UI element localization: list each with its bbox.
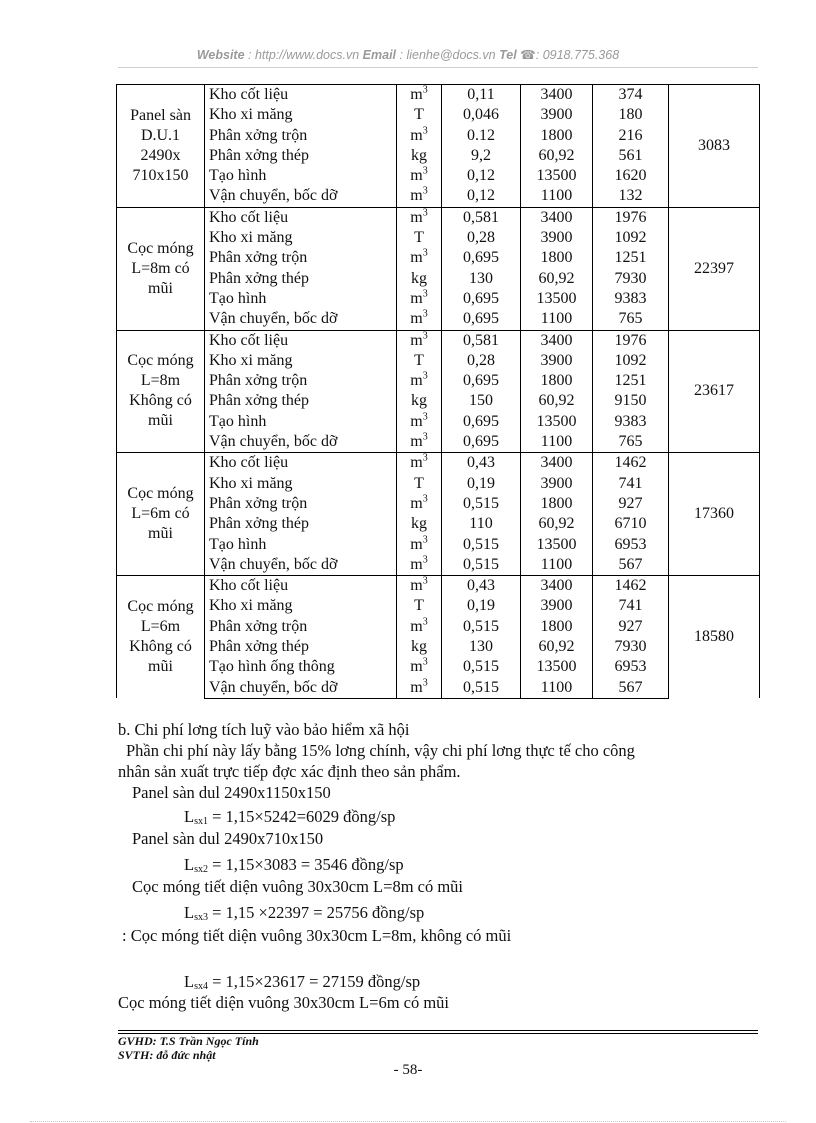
unit-exponent: 3 xyxy=(422,370,428,382)
quantity-cell: 0,046 xyxy=(442,105,521,125)
paragraph-line: Phần chi phí này lấy bằng 15% lơng chính, vậy chi phí lơng thực tế cho công xyxy=(126,741,635,760)
quantity-cell: 0,19 xyxy=(442,474,521,494)
section-heading: b. Chi phí lơng tích luỹ vào bảo hiểm xã hội xyxy=(118,720,410,739)
table-row xyxy=(117,186,760,207)
unit-price-cell: 1100 xyxy=(521,432,593,453)
quantity-cell: 0,19 xyxy=(442,596,521,616)
product-name-cell: Cọc móng L=8m có mũi xyxy=(117,207,205,330)
table-row xyxy=(117,596,760,616)
unit-text: m xyxy=(410,577,423,595)
unit-text: T xyxy=(414,474,424,492)
item-title: Panel sàn dul 2490x1150x150 xyxy=(132,783,331,802)
table-row xyxy=(117,85,760,106)
page-number: - 58- xyxy=(393,1062,423,1078)
unit-cell xyxy=(397,514,442,534)
unit-exponent: 3 xyxy=(422,575,428,587)
unit-text: m xyxy=(410,494,423,512)
unit-cell xyxy=(397,85,442,106)
cost-cell: 1251 xyxy=(593,248,669,268)
unit-price-cell: 3400 xyxy=(521,85,593,106)
quantity-cell: 0,12 xyxy=(442,166,521,186)
table-row xyxy=(117,351,760,371)
cost-cell: 7930 xyxy=(593,637,669,657)
group-total-cell: 22397 xyxy=(669,207,760,330)
product-name-cell: Cọc móng L=6m có mũi xyxy=(117,453,205,576)
unit-price-cell: 3400 xyxy=(521,453,593,474)
cost-cell: 765 xyxy=(593,309,669,330)
work-item-cell: Kho xi măng xyxy=(205,474,397,494)
quantity-cell: 0,695 xyxy=(442,412,521,432)
unit-price-cell: 1800 xyxy=(521,371,593,391)
cost-cell: 1620 xyxy=(593,166,669,186)
unit-cell xyxy=(397,289,442,309)
unit-exponent: 3 xyxy=(422,84,428,96)
table-row xyxy=(117,166,760,186)
cost-cell: 567 xyxy=(593,555,669,576)
quantity-cell: 110 xyxy=(442,514,521,534)
work-item-cell: Phân xởng trộn xyxy=(205,248,397,268)
unit-cell xyxy=(397,126,442,146)
unit-price-cell: 13500 xyxy=(521,412,593,432)
work-item-cell: Phân xởng trộn xyxy=(205,494,397,514)
item-title: Cọc móng tiết diện vuông 30x30cm L=6m có mũi xyxy=(118,993,450,1012)
unit-exponent: 3 xyxy=(422,453,428,465)
work-item-cell: Phân xởng trộn xyxy=(205,126,397,146)
unit-text: kg xyxy=(411,515,427,533)
unit-cell xyxy=(397,535,442,555)
table-row xyxy=(117,289,760,309)
unit-text: kg xyxy=(411,638,427,656)
page-bottom-border xyxy=(30,1121,786,1122)
table-row xyxy=(117,432,760,453)
unit-cell xyxy=(397,453,442,474)
formula-subscript: sx2 xyxy=(194,864,208,875)
email-address[interactable]: : lienhe@docs.vn xyxy=(399,48,496,62)
work-item-cell: Kho xi măng xyxy=(205,596,397,616)
unit-price-cell: 60,92 xyxy=(521,146,593,166)
table-row xyxy=(117,637,760,657)
quantity-cell: 0,581 xyxy=(442,207,521,228)
quantity-cell: 0,515 xyxy=(442,678,521,699)
table-row xyxy=(117,453,760,474)
footer-divider xyxy=(118,1030,758,1031)
cost-cell: 741 xyxy=(593,474,669,494)
item-title: : Cọc móng tiết diện vuông 30x30cm L=8m, không có mũi xyxy=(122,926,512,945)
work-item-cell: Kho xi măng xyxy=(205,105,397,125)
unit-cell xyxy=(397,186,442,207)
cost-cell: 561 xyxy=(593,146,669,166)
unit-cell xyxy=(397,596,442,616)
work-item-cell: Vận chuyển, bốc dỡ xyxy=(205,432,397,453)
cost-cell: 1092 xyxy=(593,228,669,248)
table-row xyxy=(117,330,760,351)
table-row xyxy=(117,248,760,268)
item-title: Panel sàn dul 2490x710x150 xyxy=(132,829,324,848)
table-row xyxy=(117,269,760,289)
cost-cell: 1462 xyxy=(593,576,669,597)
unit-text: m xyxy=(410,86,423,103)
table-row xyxy=(117,146,760,166)
website-label: Website xyxy=(196,48,245,62)
product-name-cell: Cọc móng L=8m Không có mũi xyxy=(117,330,205,453)
formula-subscript: sx3 xyxy=(194,912,208,923)
work-item-cell: Kho cốt liệu xyxy=(205,576,397,597)
unit-text: m xyxy=(410,187,423,205)
tel-label: Tel xyxy=(499,48,517,62)
quantity-cell: 0.12 xyxy=(442,126,521,146)
unit-text: m xyxy=(410,433,423,451)
cost-cell: 741 xyxy=(593,596,669,616)
unit-text: m xyxy=(410,658,423,676)
work-item-cell: Kho cốt liệu xyxy=(205,207,397,228)
unit-text: T xyxy=(414,351,424,369)
quantity-cell: 9,2 xyxy=(442,146,521,166)
quantity-cell: 0,28 xyxy=(442,351,521,371)
cost-cell: 927 xyxy=(593,617,669,637)
unit-price-cell: 1800 xyxy=(521,126,593,146)
unit-cell xyxy=(397,576,442,597)
formula-subscript: sx1 xyxy=(194,816,208,827)
work-item-cell: Tạo hình xyxy=(205,535,397,555)
quantity-cell: 0,695 xyxy=(442,432,521,453)
quantity-cell: 0,515 xyxy=(442,617,521,637)
work-item-cell: Vận chuyển, bốc dỡ xyxy=(205,186,397,207)
advisor-name: GVHD: T.S Trần Ngọc Tính xyxy=(118,1034,259,1048)
unit-text: m xyxy=(410,310,423,328)
formula-symbol: L xyxy=(184,972,195,991)
unit-exponent: 3 xyxy=(422,248,428,260)
unit-text: m xyxy=(410,126,423,144)
table-row xyxy=(117,494,760,514)
unit-cell xyxy=(397,351,442,371)
work-item-cell: Vận chuyển, bốc dỡ xyxy=(205,555,397,576)
cost-cell: 765 xyxy=(593,432,669,453)
work-item-cell: Vận chuyển, bốc dỡ xyxy=(205,678,397,699)
work-item-cell: Tạo hình xyxy=(205,412,397,432)
formula-symbol: L xyxy=(184,855,195,874)
quantity-cell: 0,515 xyxy=(442,494,521,514)
unit-cell xyxy=(397,330,442,351)
cost-cell: 9383 xyxy=(593,289,669,309)
unit-cell xyxy=(397,637,442,657)
unit-cell xyxy=(397,207,442,228)
unit-cell xyxy=(397,146,442,166)
table-row xyxy=(117,207,760,228)
unit-cell xyxy=(397,309,442,330)
unit-price-cell: 3400 xyxy=(521,330,593,351)
unit-cell xyxy=(397,474,442,494)
unit-price-cell: 13500 xyxy=(521,166,593,186)
website-url[interactable]: : http://www.docs.vn xyxy=(248,48,360,62)
table-row xyxy=(117,576,760,597)
quantity-cell: 130 xyxy=(442,637,521,657)
cost-cell: 927 xyxy=(593,494,669,514)
paragraph-line: nhân sản xuất trực tiếp đợc xác định theo sản phẩm. xyxy=(118,762,461,781)
table-row xyxy=(117,535,760,555)
unit-cell xyxy=(397,555,442,576)
unit-exponent: 3 xyxy=(422,308,428,320)
cost-cell: 374 xyxy=(593,85,669,106)
work-item-cell: Phân xởng thép xyxy=(205,146,397,166)
formula-expression: = 1,15×5242=6029 đồng/sp xyxy=(208,807,396,826)
work-item-cell: Phân xởng thép xyxy=(205,637,397,657)
unit-exponent: 3 xyxy=(422,288,428,300)
unit-price-cell: 60,92 xyxy=(521,391,593,411)
unit-price-cell: 13500 xyxy=(521,657,593,677)
unit-price-cell: 1100 xyxy=(521,678,593,699)
page-header xyxy=(0,47,816,62)
unit-price-cell: 3400 xyxy=(521,207,593,228)
quantity-cell: 0,515 xyxy=(442,555,521,576)
cost-cell: 6710 xyxy=(593,514,669,534)
cost-cell: 132 xyxy=(593,186,669,207)
formula-expression: = 1,15 ×22397 = 25756 đồng/sp xyxy=(208,903,425,922)
table-row xyxy=(117,371,760,391)
unit-exponent: 3 xyxy=(422,554,428,566)
unit-text: kg xyxy=(411,269,427,287)
quantity-cell: 150 xyxy=(442,391,521,411)
unit-price-cell: 1800 xyxy=(521,494,593,514)
quantity-cell: 0,695 xyxy=(442,371,521,391)
unit-price-cell: 60,92 xyxy=(521,514,593,534)
unit-cell xyxy=(397,494,442,514)
work-item-cell: Kho xi măng xyxy=(205,351,397,371)
unit-text: m xyxy=(410,372,423,390)
unit-exponent: 3 xyxy=(422,534,428,546)
email-label: Email xyxy=(362,48,397,62)
quantity-cell: 0,11 xyxy=(442,85,521,106)
work-item-cell: Phân xởng thép xyxy=(205,514,397,534)
unit-cell xyxy=(397,371,442,391)
unit-text: kg xyxy=(411,392,427,410)
table-row xyxy=(117,617,760,637)
quantity-cell: 0,581 xyxy=(442,330,521,351)
cost-cell: 567 xyxy=(593,678,669,699)
unit-text: T xyxy=(414,106,424,124)
unit-price-cell: 3900 xyxy=(521,105,593,125)
group-total-cell: 18580 xyxy=(669,576,760,699)
unit-exponent: 3 xyxy=(422,493,428,505)
unit-text: m xyxy=(410,208,423,226)
unit-exponent: 3 xyxy=(422,656,428,668)
unit-price-cell: 1100 xyxy=(521,555,593,576)
unit-exponent: 3 xyxy=(422,677,428,689)
quantity-cell: 0,695 xyxy=(442,309,521,330)
unit-price-cell: 1800 xyxy=(521,617,593,637)
unit-price-cell: 3400 xyxy=(521,576,593,597)
product-name-cell: Cọc móng L=6m Không có mũi xyxy=(117,576,205,699)
formula-symbol: L xyxy=(184,903,195,922)
cost-cell: 1251 xyxy=(593,371,669,391)
unit-exponent: 3 xyxy=(422,411,428,423)
quantity-cell: 130 xyxy=(442,269,521,289)
unit-text: m xyxy=(410,331,423,349)
group-total-cell: 23617 xyxy=(669,330,760,453)
quantity-cell: 0,12 xyxy=(442,186,521,207)
unit-price-cell: 13500 xyxy=(521,535,593,555)
unit-cell xyxy=(397,391,442,411)
group-total-cell: 17360 xyxy=(669,453,760,576)
unit-price-cell: 60,92 xyxy=(521,637,593,657)
table-row xyxy=(117,105,760,125)
work-item-cell: Vận chuyển, bốc dỡ xyxy=(205,309,397,330)
unit-text: m xyxy=(410,617,423,635)
table-row xyxy=(117,412,760,432)
header-divider xyxy=(118,67,758,68)
table-row xyxy=(117,514,760,534)
work-item-cell: Phân xởng thép xyxy=(205,269,397,289)
work-item-cell: Kho cốt liệu xyxy=(205,330,397,351)
unit-cell xyxy=(397,105,442,125)
unit-text: kg xyxy=(411,146,427,164)
unit-text: m xyxy=(410,249,423,267)
unit-cell xyxy=(397,432,442,453)
formula-expression: = 1,15×3083 = 3546 đồng/sp xyxy=(208,855,404,874)
unit-exponent: 3 xyxy=(422,165,428,177)
table-row xyxy=(117,474,760,494)
table-row xyxy=(117,309,760,330)
table-row xyxy=(117,126,760,146)
unit-price-cell: 3900 xyxy=(521,228,593,248)
quantity-cell: 0,43 xyxy=(442,576,521,597)
student-name: SVTH: đỗ đức nhật xyxy=(118,1048,216,1062)
unit-exponent: 3 xyxy=(422,207,428,219)
unit-text: m xyxy=(410,289,423,307)
unit-text: T xyxy=(414,597,424,615)
unit-exponent: 3 xyxy=(422,431,428,443)
unit-exponent: 3 xyxy=(422,616,428,628)
formula-symbol: L xyxy=(184,807,195,826)
work-item-cell: Kho xi măng xyxy=(205,228,397,248)
unit-text: m xyxy=(410,555,423,573)
unit-exponent: 3 xyxy=(422,330,428,342)
unit-price-cell: 3900 xyxy=(521,596,593,616)
quantity-cell: 0,695 xyxy=(442,289,521,309)
unit-price-cell: 1800 xyxy=(521,248,593,268)
cost-cell: 1462 xyxy=(593,453,669,474)
cost-cell: 180 xyxy=(593,105,669,125)
work-item-cell: Kho cốt liệu xyxy=(205,453,397,474)
product-name-cell: Panel sàn D.U.1 2490x 710x150 xyxy=(117,85,205,208)
formula xyxy=(184,903,424,928)
unit-text: T xyxy=(414,229,424,247)
quantity-cell: 0,28 xyxy=(442,228,521,248)
unit-cell xyxy=(397,248,442,268)
work-item-cell: Tạo hình xyxy=(205,289,397,309)
group-total-cell: 3083 xyxy=(669,85,760,208)
unit-text: m xyxy=(410,167,423,185)
cost-cell: 1976 xyxy=(593,207,669,228)
work-item-cell: Tạo hình ống thông xyxy=(205,657,397,677)
cost-cell: 6953 xyxy=(593,535,669,555)
unit-cell xyxy=(397,617,442,637)
cost-cell: 7930 xyxy=(593,269,669,289)
unit-text: m xyxy=(410,678,423,696)
unit-cell xyxy=(397,412,442,432)
unit-cell xyxy=(397,269,442,289)
cost-table xyxy=(116,84,760,699)
unit-cell xyxy=(397,678,442,699)
work-item-cell: Tạo hình xyxy=(205,166,397,186)
quantity-cell: 0,43 xyxy=(442,453,521,474)
cost-cell: 9383 xyxy=(593,412,669,432)
table-row xyxy=(117,657,760,677)
cost-cell: 216 xyxy=(593,126,669,146)
quantity-cell: 0,515 xyxy=(442,535,521,555)
unit-exponent: 3 xyxy=(422,186,428,198)
unit-text: m xyxy=(410,412,423,430)
cost-cell: 1976 xyxy=(593,330,669,351)
quantity-cell: 0,695 xyxy=(442,248,521,268)
work-item-cell: Kho cốt liệu xyxy=(205,85,397,106)
unit-exponent: 3 xyxy=(422,125,428,137)
work-item-cell: Phân xởng thép xyxy=(205,391,397,411)
item-title: Cọc móng tiết diện vuông 30x30cm L=8m có mũi xyxy=(132,877,464,896)
work-item-cell: Phân xởng trộn xyxy=(205,371,397,391)
formula-expression: = 1,15×23617 = 27159 đồng/sp xyxy=(208,972,421,991)
unit-text: m xyxy=(410,454,423,472)
unit-cell xyxy=(397,228,442,248)
unit-price-cell: 1100 xyxy=(521,186,593,207)
table-row xyxy=(117,391,760,411)
cost-cell: 6953 xyxy=(593,657,669,677)
cost-cell: 1092 xyxy=(593,351,669,371)
phone-number: ☎: 0918.775.368 xyxy=(520,48,620,62)
unit-price-cell: 3900 xyxy=(521,474,593,494)
unit-text: m xyxy=(410,535,423,553)
unit-price-cell: 1100 xyxy=(521,309,593,330)
unit-cell xyxy=(397,657,442,677)
unit-price-cell: 13500 xyxy=(521,289,593,309)
table-row xyxy=(117,678,760,699)
unit-price-cell: 60,92 xyxy=(521,269,593,289)
cost-cell: 9150 xyxy=(593,391,669,411)
table-row xyxy=(117,228,760,248)
table-row xyxy=(117,555,760,576)
quantity-cell: 0,515 xyxy=(442,657,521,677)
unit-price-cell: 3900 xyxy=(521,351,593,371)
formula-subscript: sx4 xyxy=(194,981,208,992)
work-item-cell: Phân xởng trộn xyxy=(205,617,397,637)
unit-cell xyxy=(397,166,442,186)
